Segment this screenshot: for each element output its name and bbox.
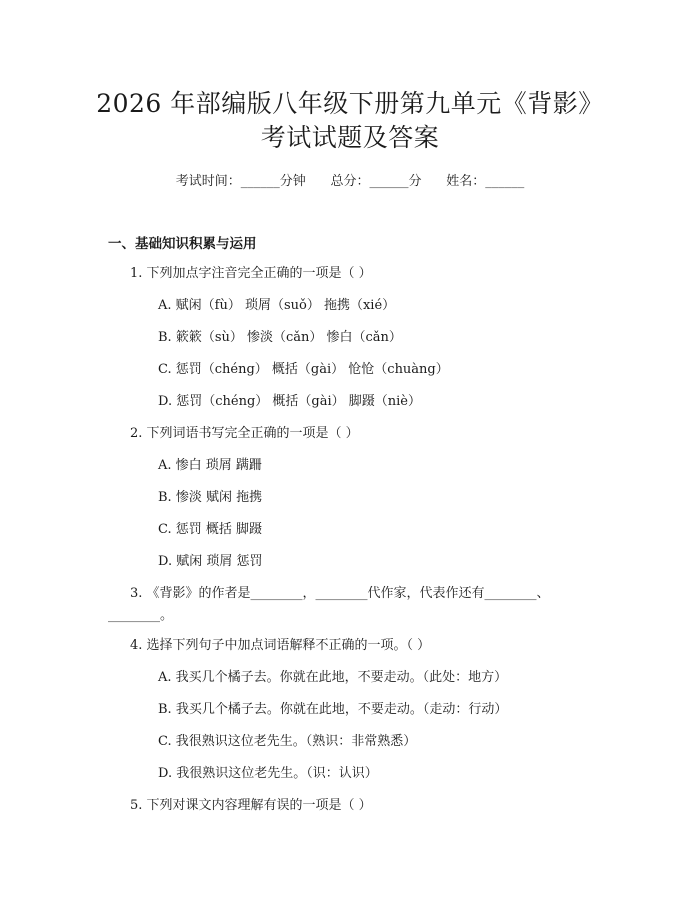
q4-option-c: C. 我很熟识这位老先生。（熟识：非常熟悉） [158, 734, 417, 749]
q4-option-b: B. 我买几个橘子去。你就在此地，不要走动。（走动：行动） [158, 702, 508, 717]
q2-option-b: B. 惨淡 赋闲 拖携 [158, 490, 263, 505]
q2-option-a: A. 惨白 琐屑 蹒跚 [158, 458, 262, 473]
question-4: 4. 选择下列句子中加点词语解释不正确的一项。（ ） [130, 638, 431, 653]
q1-option-b: B. 簌簌（sù） 惨淡（cǎn） 惨白（cǎn） [158, 330, 402, 345]
question-2: 2. 下列词语书写完全正确的一项是（ ） [130, 426, 359, 441]
q4-option-d: D. 我很熟识这位老先生。（识：认识） [158, 766, 378, 781]
q1-option-c: C. 惩罚（chéng） 概括（gài） 怆怆（chuàng） [158, 362, 449, 377]
q4-option-a: A. 我买几个橘子去。你就在此地，不要走动。（此处：地方） [158, 670, 508, 685]
q2-option-c: C. 惩罚 概括 脚蹑 [158, 522, 263, 537]
exam-title-line2: 考试试题及答案 [260, 123, 440, 152]
question-3-line1: 3. 《背影》的作者是________，________代作家，代表作还有________、 [130, 586, 550, 601]
question-5: 5. 下列对课文内容理解有误的一项是（ ） [130, 798, 372, 813]
question-3-line2: ________。 [108, 608, 174, 623]
exam-title-line1: 2026 年部编版八年级下册第九单元《背影》 [96, 89, 604, 118]
section-heading: 一、基础知识积累与运用 [108, 236, 257, 252]
exam-info: 考试时间：______分钟 总分：______分 姓名：______ [175, 174, 525, 189]
q2-option-d: D. 赋闲 琐屑 惩罚 [158, 554, 263, 569]
q1-option-d: D. 惩罚（chéng） 概括（gài） 脚蹑（niè） [158, 394, 421, 409]
q1-option-a: A. 赋闲（fù） 琐屑（suǒ） 拖携（xié） [158, 298, 396, 313]
question-1: 1. 下列加点字注音完全正确的一项是（ ） [130, 266, 372, 281]
